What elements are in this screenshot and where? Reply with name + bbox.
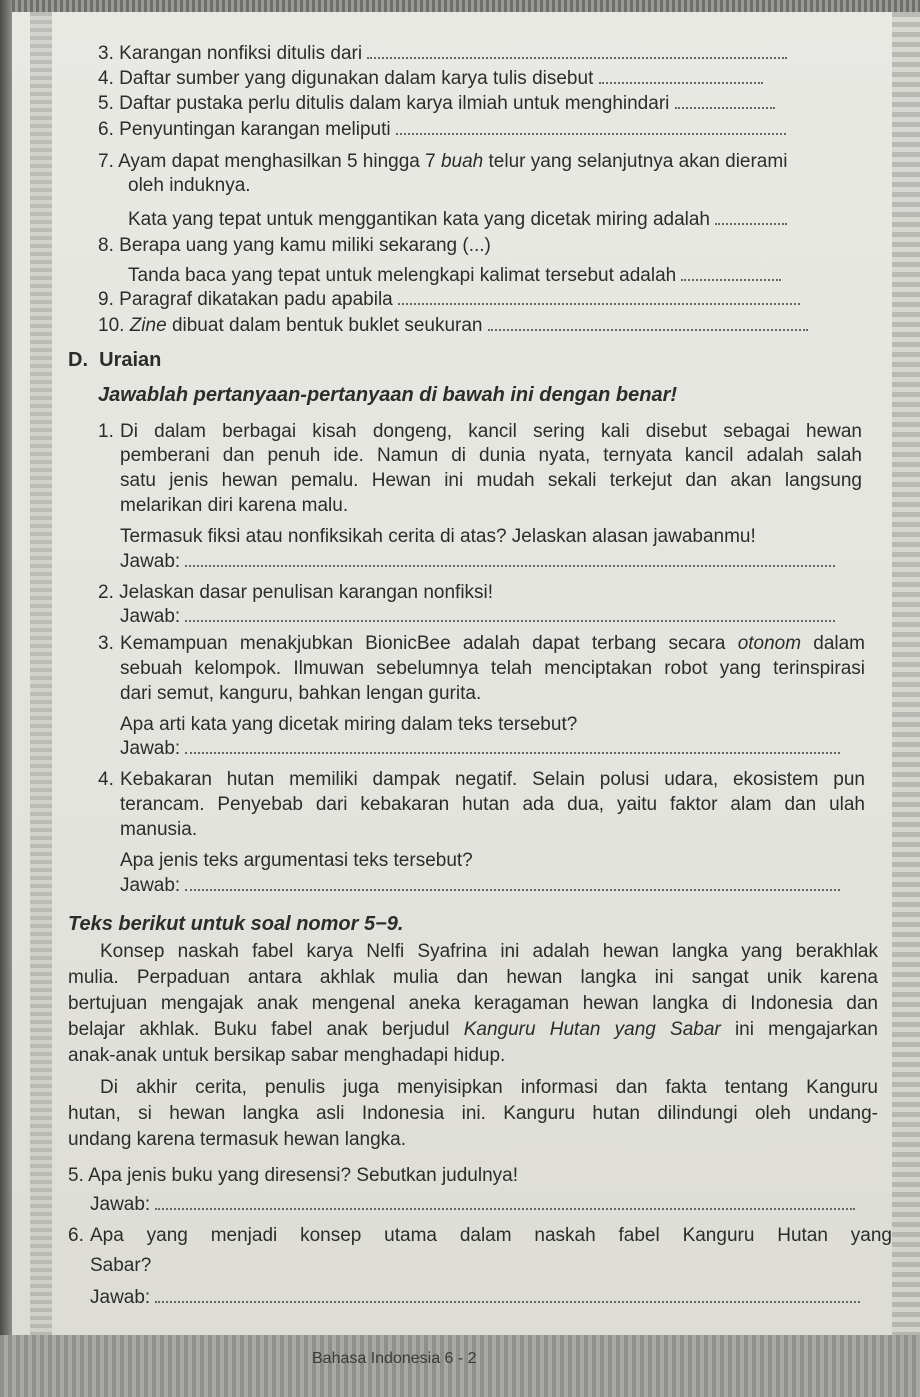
passage-line: Di akhir cerita, penulis juga menyisipkan informasi dan fakta tentang Kanguru (100, 1077, 878, 1098)
essay-1-number: 1. (98, 421, 114, 442)
left-border-pattern (30, 12, 52, 1342)
answer-line-3[interactable]: Jawab: (120, 739, 840, 758)
answer-line-2[interactable]: Jawab: (120, 607, 835, 626)
item-7-line2: oleh induknya. (128, 175, 251, 196)
item-3: 3. Karangan nonfiksi ditulis dari (98, 44, 787, 63)
essay-4-line: terancam. Penyebab dari kebakaran hutan ada dua, yaitu faktor alam dan ulah (120, 794, 865, 815)
essay-4-question: Apa jenis teks argumentasi teks tersebut? (120, 850, 473, 871)
essay-1-line: satu jenis hewan pemalu. Hewan ini mudah sekali terkejut dan akan langsung (120, 470, 862, 491)
left-edge (0, 0, 12, 1397)
right-border-pattern (892, 12, 920, 1342)
answer-line-1[interactable]: Jawab: (120, 552, 835, 571)
passage-line: mulia. Perpaduan antara akhlak mulia dan hewan langka ini sangat unik karena (68, 967, 878, 988)
answer-line-5[interactable]: Jawab: (90, 1195, 855, 1214)
footer-label: Bahasa Indonesia 6 - 2 (312, 1350, 477, 1367)
question-6-line: Apa yang menjadi konsep utama dalam naskah fabel Kanguru Hutan yang (90, 1225, 892, 1246)
question-6-number: 6. (68, 1225, 84, 1246)
question-5: 5. Apa jenis buku yang diresensi? Sebutkan judulnya! (68, 1165, 518, 1186)
essay-3-line: dari semut, kanguru, bahkan lengan gurita. (120, 683, 482, 704)
item-7-sub: Kata yang tepat untuk menggantikan kata yang dicetak miring adalah (128, 210, 787, 229)
essay-1-line: pemberani dan penuh ide. Namun di dunia nyata, ternyata kancil adalah salah (120, 445, 862, 466)
essay-4-line: Kebakaran hutan memiliki dampak negatif. Selain polusi udara, ekosistem pun (120, 769, 865, 790)
item-6: 6. Penyuntingan karangan meliputi (98, 120, 786, 139)
passage-line: bertujuan mengajak anak mengenal aneka keragaman hewan langka di Indonesia dan (68, 993, 878, 1014)
section-d-heading: D. Uraian (68, 349, 162, 371)
passage-line: anak-anak untuk bersikap sabar menghadapi hidup. (68, 1045, 506, 1066)
passage-line: Konsep naskah fabel karya Nelfi Syafrina ini adalah hewan langka yang berakhlak (100, 941, 878, 962)
question-6-line: Sabar? (90, 1255, 152, 1276)
passage-line: undang karena termasuk hewan langka. (68, 1129, 407, 1150)
essay-1-line: Di dalam berbagai kisah dongeng, kancil sering kali disebut sebagai hewan (120, 421, 862, 442)
essay-4-line: manusia. (120, 819, 198, 840)
item-9: 9. Paragraf dikatakan padu apabila (98, 290, 800, 309)
item-4: 4. Daftar sumber yang digunakan dalam karya tulis disebut (98, 69, 763, 88)
item-10: 10. Zine dibuat dalam bentuk buklet seukuran (98, 316, 808, 335)
essay-3-question: Apa arti kata yang dicetak miring dalam teks tersebut? (120, 714, 578, 735)
item-8-sub: Tanda baca yang tepat untuk melengkapi kalimat tersebut adalah (128, 266, 781, 285)
essay-3-line: sebuah kelompok. Ilmuwan sebelumnya telah menciptakan robot yang terinspirasi (120, 658, 865, 679)
answer-line-4[interactable]: Jawab: (120, 876, 840, 895)
item-8: 8. Berapa uang yang kamu miliki sekarang (...) (98, 235, 491, 256)
answer-line-6[interactable]: Jawab: (90, 1288, 860, 1307)
top-edge (0, 0, 920, 12)
passage-line: hutan, si hewan langka asli Indonesia ini. Kanguru hutan dilindungi oleh undang- (68, 1103, 878, 1124)
passage-line: belajar akhlak. Buku fabel anak berjudul Kanguru Hutan yang Sabar ini mengajarkan (68, 1019, 878, 1040)
essay-3-number: 3. (98, 633, 114, 654)
essay-3-line: Kemampuan menakjubkan BionicBee adalah dapat terbang secara otonom dalam (120, 633, 865, 654)
passage-heading: Teks berikut untuk soal nomor 5−9. (68, 913, 404, 935)
essay-2: 2. Jelaskan dasar penulisan karangan nonfiksi! (98, 582, 494, 603)
essay-4-number: 4. (98, 769, 114, 790)
section-d-instruction: Jawablah pertanyaan-pertanyaan di bawah ini dengan benar! (98, 384, 678, 406)
item-5: 5. Daftar pustaka perlu ditulis dalam karya ilmiah untuk menghindari (98, 94, 775, 113)
item-7: 7. Ayam dapat menghasilkan 5 hingga 7 buah telur yang selanjutnya akan dierami (98, 151, 788, 172)
essay-1-question: Termasuk fiksi atau nonfiksikah cerita di atas? Jelaskan alasan jawabanmu! (120, 526, 756, 547)
essay-1-line: melarikan diri karena malu. (120, 495, 349, 516)
